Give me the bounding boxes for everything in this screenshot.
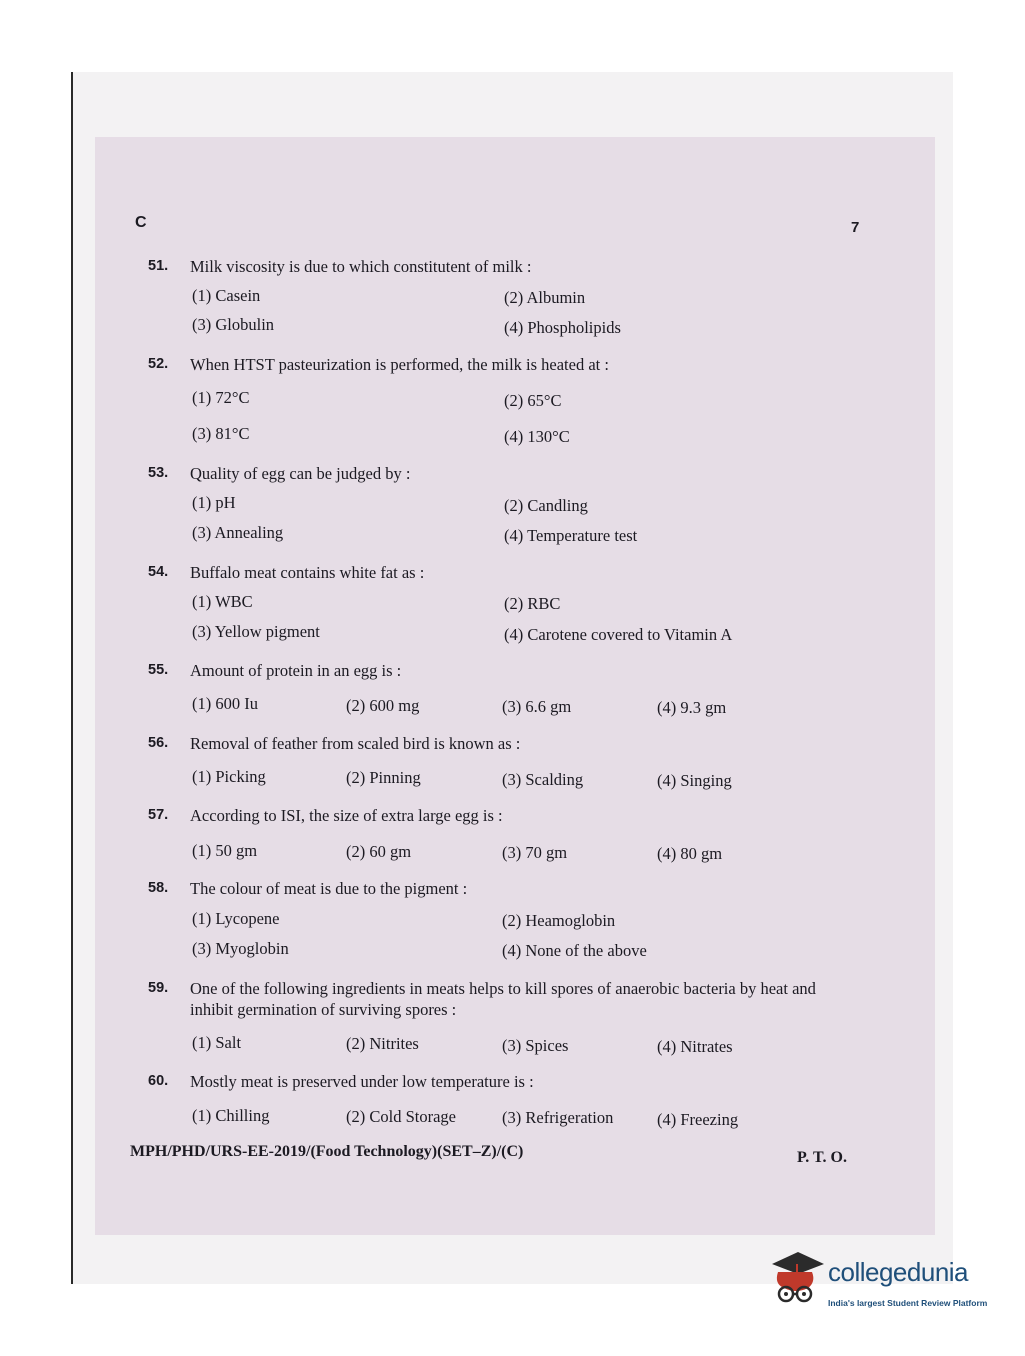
option-2: (2) Nitrites	[346, 1034, 419, 1053]
page-number: 7	[851, 219, 860, 236]
option-1: (1) Casein	[192, 286, 261, 305]
option-2: (2) Cold Storage	[346, 1107, 456, 1126]
option-1: (1) Picking	[192, 767, 266, 786]
option-2: (2) Albumin	[504, 288, 586, 307]
collegedunia-logo	[768, 1250, 998, 1312]
question-60	[148, 1071, 853, 1092]
option-2: (2) RBC	[504, 594, 561, 613]
option-4: (4) Temperature test	[504, 526, 638, 545]
option-1: (1) 72°C	[192, 388, 250, 407]
question-51	[148, 256, 853, 277]
question-text: Mostly meat is preserved under low temperature is :	[190, 1072, 534, 1091]
question-text: When HTST pasteurization is performed, the milk is heated at :	[190, 355, 609, 374]
brand-name: collegedunia	[828, 1257, 969, 1287]
option-3: (3) Yellow pigment	[192, 622, 320, 641]
question-52	[148, 354, 853, 375]
option-3: (3) 6.6 gm	[502, 697, 572, 716]
option-2: (2) 60 gm	[346, 842, 412, 861]
option-3: (3) Scalding	[502, 770, 584, 789]
option-4: (4) Freezing	[657, 1110, 739, 1129]
option-1: (1) Lycopene	[192, 909, 280, 928]
question-text: Milk viscosity is due to which constitutent of milk :	[190, 257, 532, 276]
question-number: 56.	[148, 735, 169, 751]
option-4: (4) Nitrates	[657, 1037, 733, 1056]
option-3: (3) Spices	[502, 1036, 569, 1055]
mascot-icon	[768, 1250, 826, 1312]
question-53	[148, 463, 853, 484]
option-1: (1) 600 Iu	[192, 694, 258, 713]
option-3: (3) Globulin	[192, 315, 275, 334]
question-number: 59.	[148, 980, 169, 996]
question-text: One of the following ingredients in meats helps to kill spores of anaerobic bacteria by heat and inhibit germination of surviving spores :	[190, 979, 816, 1019]
option-3: (3) Myoglobin	[192, 939, 289, 958]
option-3: (3) 81°C	[192, 424, 250, 443]
option-4: (4) Singing	[657, 771, 732, 790]
question-number: 55.	[148, 662, 169, 678]
option-4: (4) Carotene covered to Vitamin A	[504, 625, 733, 644]
option-3: (3) 70 gm	[502, 843, 568, 862]
brand-tagline: India's largest Student Review Platform	[828, 1298, 988, 1308]
question-text: Removal of feather from scaled bird is known as :	[190, 734, 521, 753]
option-1: (1) WBC	[192, 592, 253, 611]
question-56	[148, 733, 853, 754]
option-4: (4) None of the above	[502, 941, 647, 960]
option-1: (1) Salt	[192, 1033, 242, 1052]
option-2: (2) Pinning	[346, 768, 421, 787]
question-58	[148, 878, 853, 899]
question-text: Amount of protein in an egg is :	[190, 661, 402, 680]
question-57	[148, 805, 853, 826]
question-number: 52.	[148, 356, 169, 372]
question-number: 57.	[148, 807, 169, 823]
option-1: (1) 50 gm	[192, 841, 258, 860]
option-2: (2) Candling	[504, 496, 588, 515]
option-3: (3) Refrigeration	[502, 1108, 614, 1127]
question-55	[148, 660, 853, 681]
series-code: C	[135, 214, 147, 231]
question-number: 54.	[148, 564, 169, 580]
option-2: (2) 600 mg	[346, 696, 420, 715]
option-1: (1) Chilling	[192, 1106, 270, 1125]
option-4: (4) 80 gm	[657, 844, 723, 863]
question-number: 58.	[148, 880, 169, 896]
option-4: (4) 9.3 gm	[657, 698, 727, 717]
question-number: 60.	[148, 1073, 169, 1089]
option-2: (2) Heamoglobin	[502, 911, 616, 930]
question-text: Buffalo meat contains white fat as :	[190, 563, 425, 582]
option-2: (2) 65°C	[504, 391, 562, 410]
question-text: According to ISI, the size of extra large egg is :	[190, 806, 503, 825]
question-number: 53.	[148, 465, 169, 481]
pto-label: P. T. O.	[797, 1149, 847, 1166]
option-4: (4) Phospholipids	[504, 318, 621, 337]
paper-code: MPH/PHD/URS-EE-2019/(Food Technology)(SET–Z)/(C)	[130, 1143, 524, 1160]
option-4: (4) 130°C	[504, 427, 570, 446]
question-59	[148, 978, 853, 1020]
question-text: The colour of meat is due to the pigment :	[190, 879, 468, 898]
option-1: (1) pH	[192, 493, 236, 512]
question-number: 51.	[148, 258, 169, 274]
option-3: (3) Annealing	[192, 523, 284, 542]
question-54	[148, 562, 853, 583]
question-text: Quality of egg can be judged by :	[190, 464, 411, 483]
